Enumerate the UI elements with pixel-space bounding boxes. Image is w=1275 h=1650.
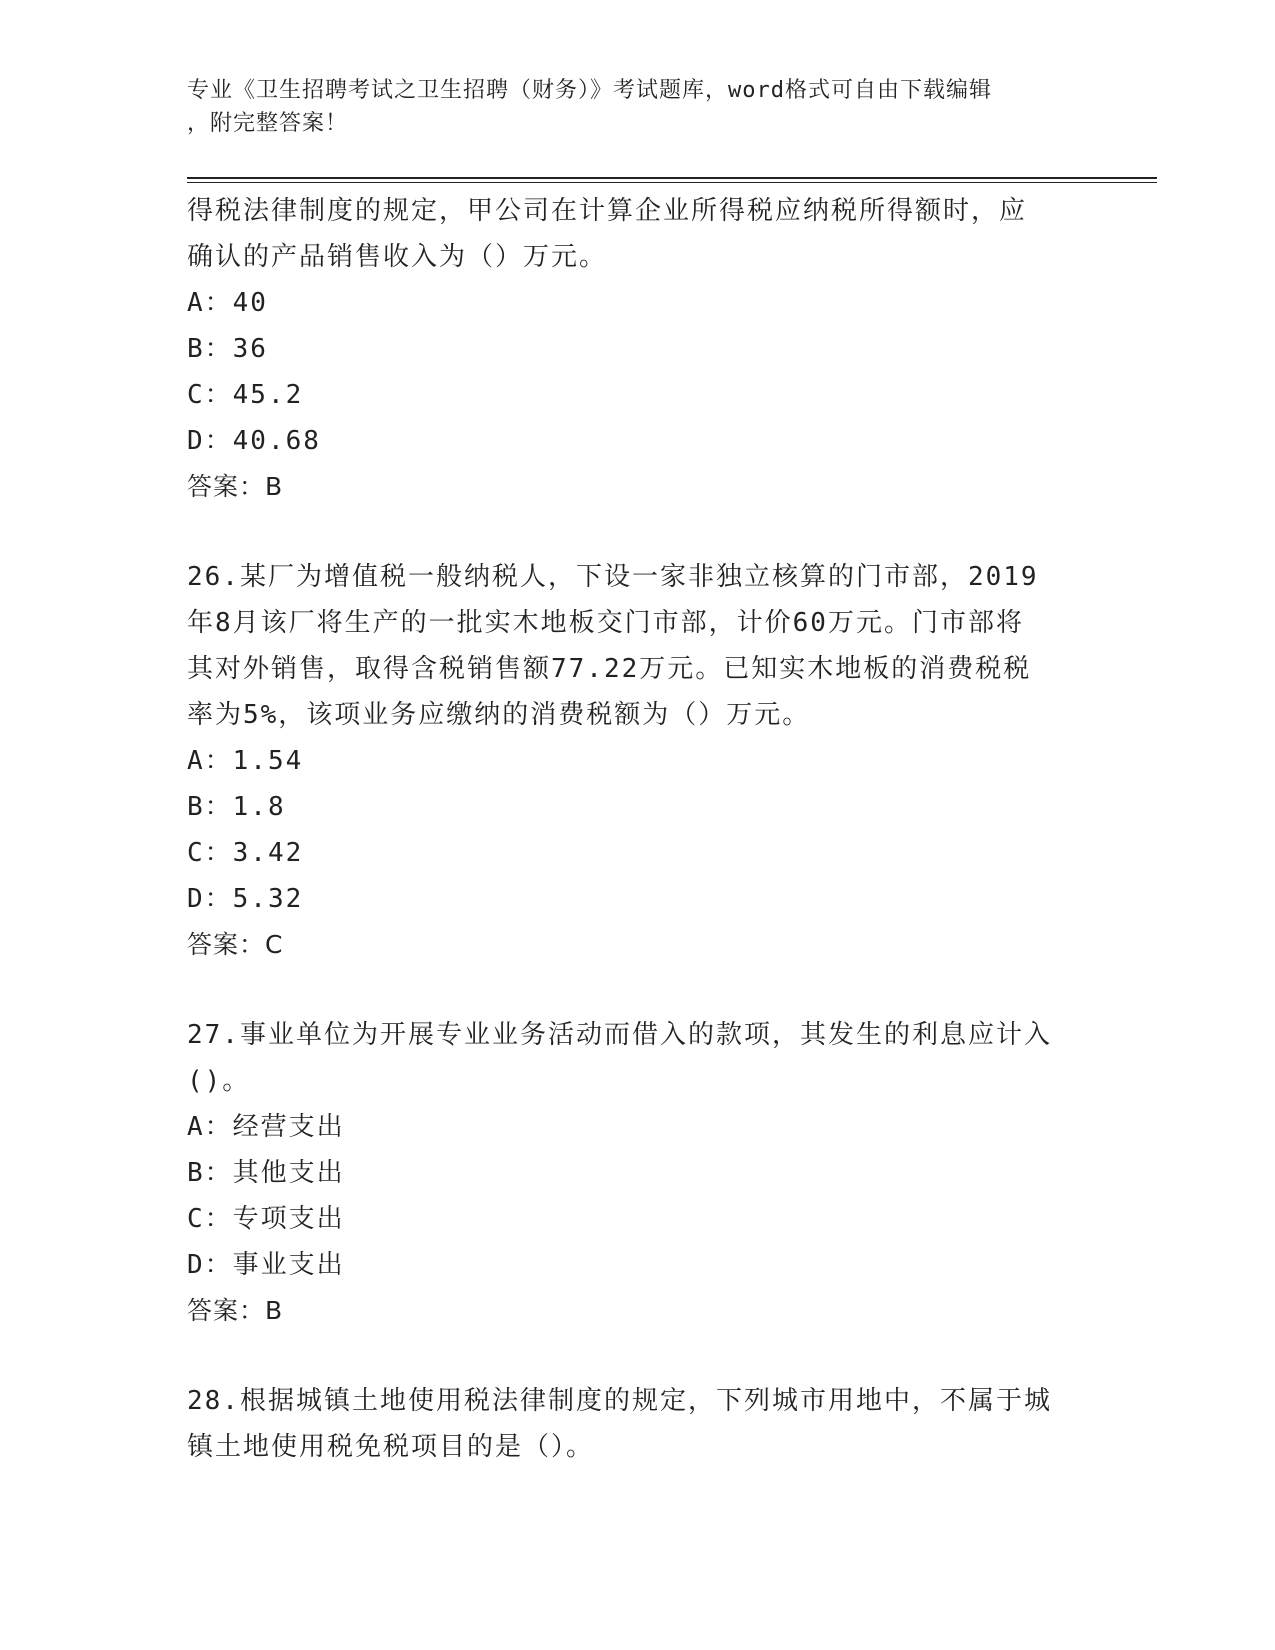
answer-label: 答案：B (187, 472, 284, 501)
question-stem-line: ()。 (187, 1066, 251, 1096)
option-c: C：45.2 (187, 380, 304, 410)
option-b: B：1.8 (187, 792, 286, 822)
question-28 (187, 1378, 1087, 1470)
question-stem-line: 年8月该厂将生产的一批实木地板交门市部，计价60万元。门市部将 (187, 608, 1024, 638)
option-d: D：40.68 (187, 426, 321, 456)
option-d: D：5.32 (187, 884, 304, 914)
document-header (187, 74, 1067, 140)
question-stem-line: 镇土地使用税免税项目的是（）。 (187, 1432, 595, 1462)
header-divider-thick (187, 177, 1157, 179)
header-line-2: ，附完整答案！ (187, 111, 349, 136)
option-c: C：3.42 (187, 838, 304, 868)
question-stem-line: 其对外销售，取得含税销售额77.22万元。已知实木地板的消费税税 (187, 654, 1032, 684)
question-27 (187, 1012, 1087, 1334)
option-b: B：36 (187, 334, 268, 364)
answer-label: 答案：C (187, 930, 284, 959)
option-a: A：1.54 (187, 746, 304, 776)
answer-label: 答案：B (187, 1296, 284, 1325)
option-b: B：其他支出 (187, 1158, 345, 1188)
question-stem-line: 率为5%，该项业务应缴纳的消费税额为（）万元。 (187, 700, 811, 730)
question-stem-line: 26.某厂为增值税一般纳税人，下设一家非独立核算的门市部，2019 (187, 562, 1039, 592)
question-list (187, 188, 1087, 1470)
question-stem-line: 28.根据城镇土地使用税法律制度的规定，下列城市用地中，不属于城 (187, 1386, 1052, 1416)
question-26 (187, 554, 1087, 968)
option-d: D：事业支出 (187, 1250, 345, 1280)
header-divider-thin (187, 182, 1157, 183)
question-stem-line: 得税法律制度的规定，甲公司在计算企业所得税应纳税所得额时，应 (187, 196, 1028, 226)
question-25-continued (187, 188, 1087, 510)
option-a: A：40 (187, 288, 268, 318)
header-line-1: 专业《卫生招聘考试之卫生招聘（财务）》考试题库，word格式可自由下载编辑 (187, 78, 992, 103)
option-a: A：经营支出 (187, 1112, 345, 1142)
question-stem-line: 确认的产品销售收入为（）万元。 (187, 242, 608, 272)
option-c: C：专项支出 (187, 1204, 345, 1234)
question-stem-line: 27.事业单位为开展专业业务活动而借入的款项，其发生的利息应计入 (187, 1020, 1052, 1050)
